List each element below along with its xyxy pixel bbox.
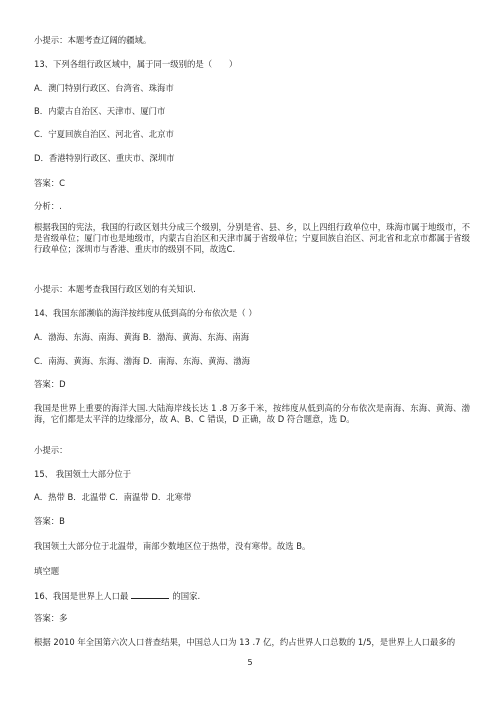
section-heading: 填空题	[34, 566, 60, 576]
fill-blank	[131, 589, 169, 599]
tip-14: 小提示：	[34, 445, 68, 455]
analysis-13: 分析：.	[34, 201, 62, 211]
option-13-d: D．香港特别行政区、重庆市、深圳市	[34, 153, 175, 163]
tip-line: 小提示：本题考查辽阔的疆域。	[34, 35, 152, 45]
question-14: 14、我国东部濒临的海洋按纬度从低到高的分布依次是（ ）	[34, 308, 257, 318]
options-14-cd: C．南海、黄海、东海、渤海 D．南海、东海、黄海、渤海	[34, 356, 250, 366]
answer-16: 答案：多	[34, 613, 68, 623]
question-13: 13、下列各组行政区域中，属于同一级别的是（ ）	[34, 59, 238, 69]
answer-13: 答案：C	[34, 178, 65, 188]
explanation-14: 我国是世界上重要的海洋大国.大陆海岸线长达 1 .8 万多千米，按纬度从低到高的分布依次是南海、东海、黄海、渤海，它们都是太平洋的边缘部分，故 A、B、C 错误，D 正确，故 D 符合题意，选 D。	[34, 403, 470, 424]
explanation-16: 根据 2010 年全国第六次人口普查结果，中国总人口为 13 .7 亿，约占世界人口总数的 1/5，是世界上人口最多的	[34, 637, 456, 647]
question-16-suffix: 的国家.	[172, 591, 201, 601]
answer-15: 答案：B	[34, 516, 65, 526]
options-14-ab: A．渤海、东海、南海、黄海 B．渤海、黄海、东海、南海	[34, 332, 250, 342]
question-16	[34, 589, 470, 602]
page-number: 5	[247, 658, 253, 667]
option-13-c: C．宁夏回族自治区、河北省、北京市	[34, 129, 174, 139]
options-15: A．热带 B．北温带 C．南温带 D．北寒带	[34, 492, 192, 502]
option-13-b: B．内蒙古自治区、天津市、厦门市	[34, 106, 166, 116]
answer-14: 答案：D	[34, 379, 66, 389]
explanation-13: 根据我国的宪法，我国的行政区划共分成三个级别，分别是省、县、乡，以上四组行政单位中，珠海市属于地级市，不是省级单位；厦门市也是地级市，内蒙古自治区和天津市属于省级单位；宁夏回族自治区、河北省和北京市都属于省级行政单位；深圳市与香港、重庆市的级别不同，故选C.	[34, 222, 470, 254]
question-16-text: 16、我国是世界上人口最	[34, 591, 129, 601]
question-15: 15、 我国领土大部分位于	[34, 469, 132, 479]
option-13-a: A．澳门特别行政区、台湾省、珠海市	[34, 83, 174, 93]
explanation-15: 我国领土大部分位于北温带，南部少数地区位于热带，没有寒带。故选 B。	[34, 541, 311, 551]
tip-13: 小提示：本题考查我国行政区划的有关知识.	[34, 284, 196, 294]
